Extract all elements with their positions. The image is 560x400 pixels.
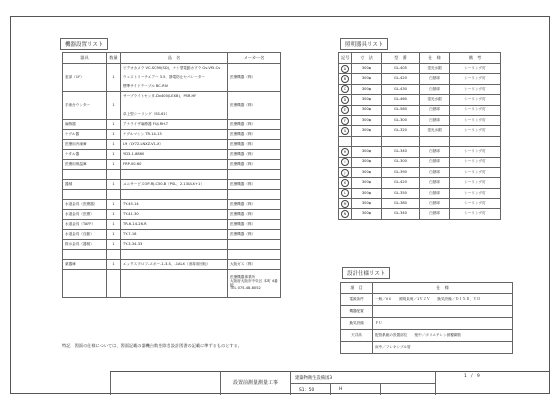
drawing-scale: S1：50 (290, 383, 330, 395)
fixture-note: シーリング灯 (450, 95, 501, 105)
product-line (123, 288, 225, 297)
fixture-symbol-mark: F (341, 117, 349, 125)
table-row (339, 167, 501, 177)
table-row (63, 140, 281, 150)
table-row (339, 115, 501, 125)
fixture-size (352, 136, 382, 146)
fixture-note: シーリング灯 (450, 178, 501, 188)
fixture-note: シーリング灯 (450, 147, 501, 157)
equipment-qty: 1 (107, 120, 121, 130)
equipment-product (121, 210, 228, 220)
product-line: 卓上型シーリング（SS-61） (123, 112, 170, 116)
fixture-symbol-mark: J (341, 169, 349, 177)
table-row (63, 200, 281, 210)
equipment-qty: 1 (107, 260, 121, 270)
sheet-separator: / (471, 374, 473, 379)
fixture-symbol-mark: B (341, 75, 349, 83)
col-equipment: 器具 (63, 53, 107, 64)
equipment-name (63, 270, 107, 298)
product-line: YD3-1-8860 (123, 152, 145, 156)
fixture-model: GL-430 (382, 84, 420, 94)
table-row (63, 270, 281, 298)
drawing-date: H (330, 383, 380, 395)
fixture-model: GL-300 (382, 157, 420, 167)
equipment-rows (63, 64, 281, 298)
equipment-name: 水道金具（医療器） (63, 200, 107, 210)
table-row (339, 147, 501, 157)
spec-label: 電源条件 (341, 294, 373, 306)
fixture-symbol (339, 136, 352, 146)
equipment-qty: 1 (107, 92, 121, 120)
product-line (123, 101, 225, 110)
product-line: TY-45-14 (123, 202, 139, 206)
equipment-qty: 1 (107, 220, 121, 230)
fixture-spec: 白熱球 (420, 188, 450, 198)
equipment-maker: 医療機器事業所 大阪府大阪市中央区 本町 4番地 TEL 075-48-8052 (228, 270, 281, 298)
equipment-table (62, 52, 281, 298)
equipment-qty: 1 (107, 230, 121, 240)
product-line: FRP-00-60 (123, 162, 142, 166)
col-remarks: 備 考 (450, 53, 501, 64)
table-row (339, 188, 501, 198)
equipment-name: 水道金具（TAFF） (63, 220, 107, 230)
table-row (63, 120, 281, 130)
table-row (63, 260, 281, 270)
fixture-spec: 白熱球 (420, 147, 450, 157)
product-line: TY-3-34-33 (123, 242, 143, 246)
fixture-size: 300φ (352, 126, 382, 136)
equipment-maker (228, 170, 281, 180)
product-line: ナグルマシン TR-14-13 (123, 132, 162, 136)
fixture-symbol-mark: E (341, 106, 349, 114)
product-line (123, 250, 225, 259)
spec-value: ＦＵ (373, 318, 513, 330)
equipment-qty: 1 (107, 140, 121, 150)
product-line: ユニサービスOP-RJ-C50-B（PSL、2.13ULX+1） (123, 182, 204, 186)
equipment-product (121, 270, 228, 298)
equipment-name: ナタル器 (63, 150, 107, 160)
equipment-product (121, 180, 228, 190)
product-line (123, 190, 225, 199)
equipment-name: 薬器庫 (63, 260, 107, 270)
equipment-qty (107, 190, 121, 200)
title-block (110, 371, 550, 395)
fixture-spec: 白熱球 (420, 178, 450, 188)
equipment-maker (228, 250, 281, 260)
table-row (339, 199, 501, 209)
fixture-size: 300φ (352, 84, 382, 94)
fixture-size: 300φ (352, 167, 382, 177)
spec-label: 換気設備 (341, 318, 373, 330)
table-row (63, 92, 281, 120)
equipment-maker: 医療機器（株） (228, 210, 281, 220)
fixture-model: GL-580 (382, 105, 420, 115)
equipment-name: 医療用保温庫 (63, 160, 107, 170)
col-product: 品 名 (121, 53, 228, 64)
equipment-header-row (63, 53, 281, 64)
equipment-product (121, 120, 228, 130)
equipment-product (121, 240, 228, 250)
fixture-note (450, 136, 501, 146)
fixture-note: シーリング灯 (450, 199, 501, 209)
table-row (63, 240, 281, 250)
equipment-qty: 1 (107, 210, 121, 220)
fixture-size: 300φ (352, 64, 382, 74)
fixture-model: GL-340 (382, 209, 420, 219)
table-row (339, 178, 501, 188)
equipment-maker: 医療機器（株） (228, 160, 281, 170)
product-line: エックスプロフ-エポー-1-3-S、-1ALX（消毒用回転） (123, 262, 211, 266)
equipment-qty: 1 (107, 150, 121, 160)
table-row (341, 342, 513, 354)
equipment-name: 手術台ウンター (63, 92, 107, 120)
equipment-product (121, 220, 228, 230)
fixture-model: GL-380 (382, 199, 420, 209)
table-row (339, 126, 501, 136)
table-row (339, 209, 501, 219)
equipment-qty: 1 (107, 200, 121, 210)
equipment-maker: 医療機器（株） (228, 180, 281, 190)
spec-value: 床中／フレキシブル管 (373, 342, 513, 354)
fixture-symbol (339, 209, 352, 219)
fixture-symbol (339, 105, 352, 115)
drawing-name: 建築物衛生設備図3 (290, 372, 435, 383)
project-name: 設置前測量測量工事 (220, 372, 290, 395)
spec-label: 天井高 (341, 330, 373, 342)
fixture-symbol-mark: A (341, 65, 349, 73)
fixture-symbol (339, 74, 352, 84)
fixture-size: 300φ (352, 74, 382, 84)
product-line: TR-6-14-26-R (123, 222, 147, 226)
equipment-name: 排水金具（器械） (63, 240, 107, 250)
title-block-blank (110, 372, 220, 395)
equipment-product (121, 92, 228, 120)
fixture-size: 300φ (352, 115, 382, 125)
table-row (339, 105, 501, 115)
equipment-name (63, 250, 107, 260)
fixture-note: シーリング灯 (450, 157, 501, 167)
equipment-maker: 医療機器（株） (228, 230, 281, 240)
product-line: TY-7-16 (123, 232, 137, 236)
fixture-size: 300φ (352, 209, 382, 219)
fixture-model: GL-390 (382, 167, 420, 177)
fixture-symbol (339, 147, 352, 157)
table-row (63, 180, 281, 190)
fixture-spec: 白熱球 (420, 199, 450, 209)
title-block-empty (380, 383, 435, 395)
fixture-symbol (339, 95, 352, 105)
equipment-name: 医療用冷凍庫 (63, 140, 107, 150)
equipment-qty: 1 (107, 160, 121, 170)
equipment-name: 器械 (63, 180, 107, 190)
equipment-maker: 大阪ガス（株） (228, 260, 281, 270)
equipment-product (121, 250, 228, 260)
fixture-symbol (339, 199, 352, 209)
table-row (341, 330, 513, 342)
fixture-note: シーリング灯 (450, 74, 501, 84)
spec-list-title: 設計仕様リスト (342, 267, 390, 279)
product-line (123, 270, 225, 279)
sheet-number: 1 (464, 374, 467, 379)
fixture-note: シーリング灯 (450, 188, 501, 198)
equipment-product (121, 140, 228, 150)
fixture-model: GL-460 (382, 95, 420, 105)
equipment-name: 水道金具（自動） (63, 230, 107, 240)
equipment-qty: 1 (107, 64, 121, 92)
equipment-maker (228, 190, 281, 200)
equipment-qty: 1 (107, 240, 121, 250)
equipment-qty (107, 250, 121, 260)
fixture-spec: 蛍光水銀 (420, 64, 450, 74)
table-row (63, 190, 281, 200)
fixture-note: シーリング灯 (450, 167, 501, 177)
equipment-qty: 1 (107, 180, 121, 190)
col-spec: 仕 様 (420, 53, 450, 64)
fixture-symbol-mark: C (341, 85, 349, 93)
table-row (339, 136, 501, 146)
fixture-model: GL-340 (382, 147, 420, 157)
equipment-name: ナグル器 (63, 130, 107, 140)
product-line: アナライザ麻酔器 FUJ-RH-T (123, 122, 169, 126)
equipment-maker: 医療機器（株） (228, 120, 281, 130)
fixture-symbol (339, 84, 352, 94)
spec-header-row (341, 283, 513, 294)
equipment-product (121, 190, 228, 200)
product-line (123, 279, 225, 288)
col-symbol: 記号 (339, 53, 352, 64)
equipment-list-title: 機器設置リスト (60, 38, 108, 50)
fixture-symbol (339, 157, 352, 167)
col-item: 項 目 (341, 283, 373, 294)
equipment-product (121, 150, 228, 160)
fixture-model (382, 136, 420, 146)
fixture-symbol-mark: H (341, 148, 349, 156)
fixture-symbol (339, 64, 352, 74)
table-row (63, 170, 281, 180)
fixture-symbol-mark: D (341, 96, 349, 104)
spec-rows (341, 294, 513, 354)
product-line (123, 170, 225, 179)
fixture-note: シーリング灯 (450, 209, 501, 219)
equipment-maker: 医療機器（株） (228, 64, 281, 92)
product-line: L9（LY72-LNXZ-V1-X） (123, 142, 164, 146)
equipment-qty (107, 170, 121, 180)
table-row (339, 84, 501, 94)
table-row (63, 220, 281, 230)
equipment-name: 窓部（1F） (63, 64, 107, 92)
col-model: 型 番 (382, 53, 420, 64)
spec-value: 配管系統の設置部位 壁中／ポリエチレン被覆鋼管 (373, 330, 513, 342)
col-maker: メーカー名 (228, 53, 281, 64)
spec-label (341, 342, 373, 354)
equipment-name: 麻酔器 (63, 120, 107, 130)
col-size: 寸 法 (352, 53, 382, 64)
col-qty: 数量 (107, 53, 121, 64)
table-row (339, 64, 501, 74)
table-row (339, 157, 501, 167)
fixture-symbol-mark: K (341, 179, 349, 187)
fixture-spec: 蛍光水銀 (420, 126, 450, 136)
fixture-model: GL-420 (382, 178, 420, 188)
fixture-symbol-mark: M (341, 200, 349, 208)
product-line: ウェストリーチエアー 3.5、静電防止セパレーター (123, 75, 205, 79)
equipment-qty: 1 (107, 130, 121, 140)
fixture-size: 300φ (352, 105, 382, 115)
table-row (63, 230, 281, 240)
equipment-product (121, 160, 228, 170)
equipment-name (63, 190, 107, 200)
fixture-size: 300φ (352, 188, 382, 198)
fixture-note: シーリング灯 (450, 64, 501, 74)
equipment-maker: 医療機器（株） (228, 130, 281, 140)
fixture-model: GL-300 (382, 115, 420, 125)
sheet-total: 9 (476, 374, 480, 379)
spec-label: 機器配置 (341, 306, 373, 318)
equipment-maker: 医療機器（株） (228, 220, 281, 230)
fixture-spec (420, 136, 450, 146)
fixture-model: GL-405 (382, 64, 420, 74)
spec-value (373, 306, 513, 318)
equipment-product (121, 260, 228, 270)
equipment-name (63, 170, 107, 180)
table-row (341, 318, 513, 330)
table-row (341, 306, 513, 318)
table-row (339, 95, 501, 105)
table-row (341, 294, 513, 306)
product-line: TY-41-30 (123, 212, 139, 216)
product-line: サーブライトセンタ-Dx400(LEXB)、PSR-HF (123, 94, 197, 98)
fixture-symbol (339, 167, 352, 177)
fixture-size: 300φ (352, 178, 382, 188)
fixture-symbol-mark: I (341, 158, 349, 166)
fixture-note: シーリング灯 (450, 115, 501, 125)
spec-table (340, 282, 513, 354)
equipment-maker (228, 240, 281, 250)
equipment-maker: 医療機器（株） (228, 92, 281, 120)
product-line: ビデオカメラ VC-SC90(SD)、ナシ型電動カプラ Gv-Vf5-Cs (123, 66, 221, 70)
equipment-product (121, 170, 228, 180)
fixture-spec: 白熱球 (420, 105, 450, 115)
fixture-note: シーリング灯 (450, 126, 501, 136)
table-row (63, 150, 281, 160)
fixture-model: GL-420 (382, 74, 420, 84)
fixture-size: 300φ (352, 95, 382, 105)
fixture-spec: 蛍光水銀 (420, 95, 450, 105)
equipment-product (121, 200, 228, 210)
fixture-list-title: 照明器具リスト (340, 38, 388, 50)
table-row (63, 210, 281, 220)
equipment-qty (107, 270, 121, 298)
fixture-size: 300φ (352, 199, 382, 209)
table-row (63, 64, 281, 92)
product-line: 標準サイドテーブル BC-RIV (123, 84, 169, 88)
equipment-product (121, 230, 228, 240)
fixture-spec: 白熱球 (420, 209, 450, 219)
fixture-rows (339, 64, 501, 220)
equipment-maker: 医療機器（株） (228, 150, 281, 160)
sheet-number-block (435, 372, 550, 395)
fixture-size: 300φ (352, 147, 382, 157)
table-row (63, 160, 281, 170)
fixture-spec: 白熱球 (420, 157, 450, 167)
fixture-model: GL-350 (382, 188, 420, 198)
table-row (339, 74, 501, 84)
fixture-spec: 白熱球 (420, 74, 450, 84)
fixture-symbol (339, 126, 352, 136)
equipment-maker: 医療機器（株） (228, 200, 281, 210)
fixture-symbol-mark: L (341, 189, 349, 197)
equipment-maker: 医療機器（株） (228, 140, 281, 150)
fixture-symbol (339, 115, 352, 125)
fixture-note: シーリング灯 (450, 105, 501, 115)
equipment-product (121, 64, 228, 92)
equipment-product (121, 130, 228, 140)
fixture-symbol-mark: N (341, 210, 349, 218)
drawing-note: 特記 図面の仕様については、図面記載の器機台数を除き設計図書の記載に準ずるものとする。 (62, 343, 242, 348)
fixture-header-row (339, 53, 501, 64)
fixture-symbol (339, 178, 352, 188)
fixture-spec: 白熱球 (420, 115, 450, 125)
fixture-size: 300φ (352, 157, 382, 167)
fixture-spec: 白熱球 (420, 167, 450, 177)
table-row (63, 250, 281, 260)
col-spec-value: 仕 様 (373, 283, 513, 294)
fixture-model: GL-320 (382, 126, 420, 136)
fixture-symbol-mark: G (341, 127, 349, 135)
fixture-spec: 白熱球 (420, 84, 450, 94)
table-row (63, 130, 281, 140)
fixture-table (338, 52, 501, 220)
fixture-note: シーリング灯 (450, 84, 501, 94)
equipment-name: 水道金具（医療） (63, 210, 107, 220)
fixture-symbol (339, 188, 352, 198)
spec-value: 一般／V６ 照明負荷／1Ｖ２Ｖ 換気設備／ＤＩＸＤ、ＶＤ (373, 294, 513, 306)
